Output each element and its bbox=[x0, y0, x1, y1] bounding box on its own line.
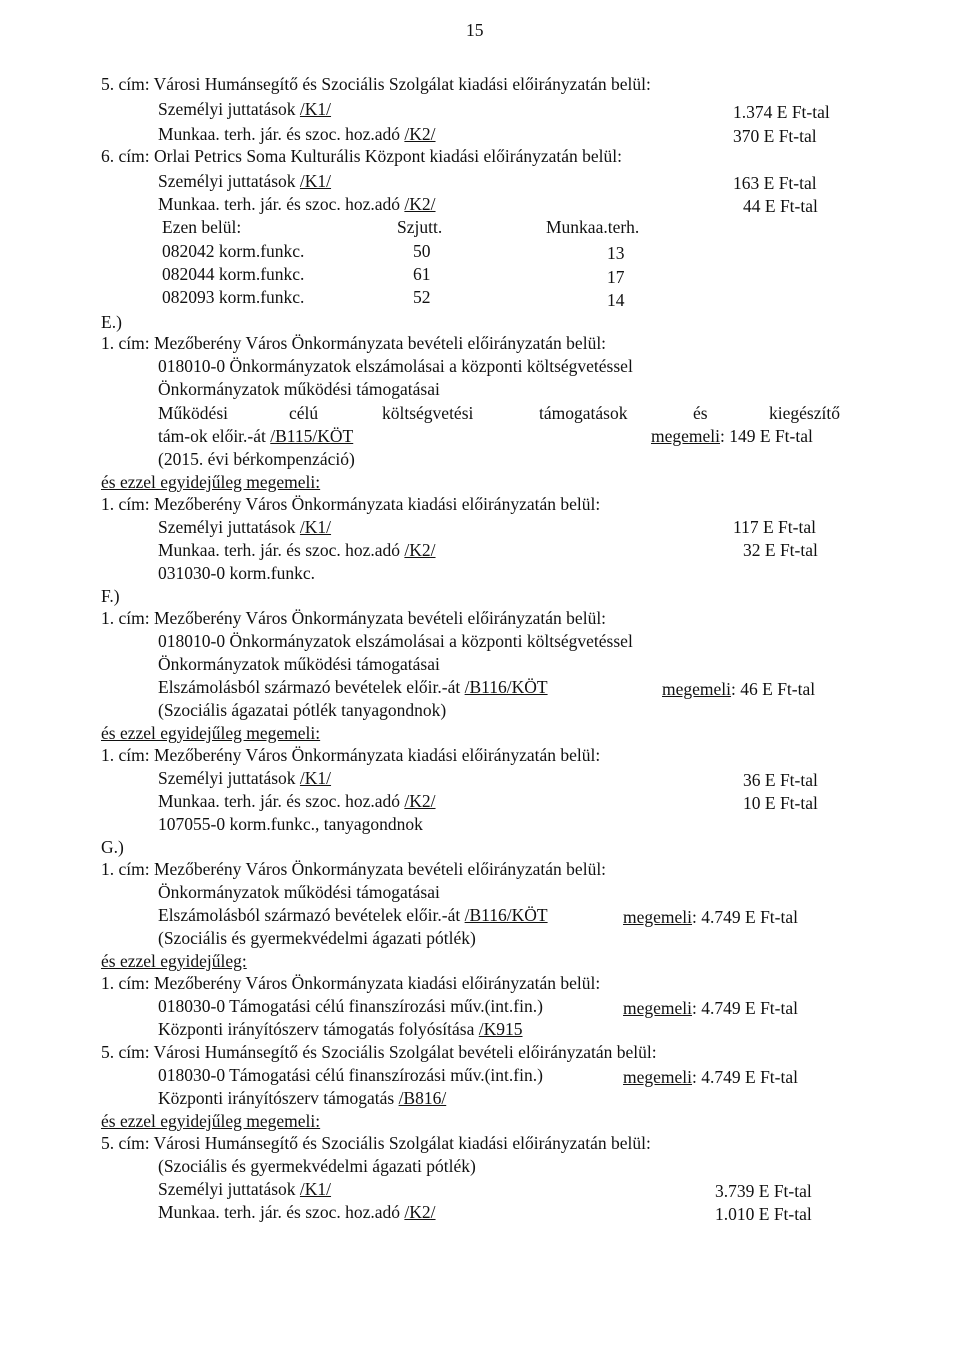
justified-word: támogatások bbox=[539, 403, 628, 423]
line-text: Személyi juttatások /K1/ bbox=[158, 1179, 332, 1199]
amount: 10 E Ft-tal bbox=[743, 793, 818, 813]
line-text: Önkormányzatok működési támogatásai bbox=[158, 654, 440, 674]
amount: 117 E Ft-tal bbox=[733, 517, 816, 537]
amount: megemeli: 149 E Ft-tal bbox=[651, 426, 813, 446]
line-text: 107055-0 korm.funkc., tanyagondnok bbox=[158, 814, 423, 834]
underlined-heading: és ezzel egyidejűleg megemeli: bbox=[101, 1111, 321, 1131]
line-text: Személyi juttatások /K1/ bbox=[158, 517, 332, 537]
line-text: Személyi juttatások /K1/ bbox=[158, 99, 332, 119]
underlined-heading: és ezzel egyidejűleg megemeli: bbox=[101, 472, 321, 492]
line-text: Munkaa. terh. jár. és szoc. hoz.adó /K2/ bbox=[158, 1202, 436, 1222]
amount: 1.374 E Ft-tal bbox=[733, 102, 830, 122]
line-text: Elszámolásból származó bevételek előir.-át /B116/KÖT bbox=[158, 677, 548, 697]
line-text: (Szociális ágazatai pótlék tanyagondnok) bbox=[158, 700, 447, 720]
table-cell: 61 bbox=[413, 264, 431, 284]
table-cell: 50 bbox=[413, 241, 431, 261]
line-text: Személyi juttatások /K1/ bbox=[158, 768, 332, 788]
line-text: 018010-0 Önkormányzatok elszámolásai a központi költségvetéssel bbox=[158, 631, 633, 651]
justified-word: költségvetési bbox=[382, 403, 474, 423]
title-line: 1. cím: Mezőberény Város Önkormányzata bevételi előirányzatán belül: bbox=[101, 608, 607, 628]
amount: 36 E Ft-tal bbox=[743, 770, 818, 790]
line-text: Munkaa. terh. jár. és szoc. hoz.adó /K2/ bbox=[158, 791, 436, 811]
amount: megemeli: 4.749 E Ft-tal bbox=[623, 1067, 798, 1087]
line-text: Munkaa. terh. jár. és szoc. hoz.adó /K2/ bbox=[158, 194, 436, 214]
line-text: 018030-0 Támogatási célú finanszírozási műv.(int.fin.) bbox=[158, 1065, 543, 1085]
table-cell: 14 bbox=[607, 290, 625, 310]
line-text: tám-ok előir.-át /B115/KÖT bbox=[158, 426, 354, 446]
table-row-code: 082093 korm.funkc. bbox=[162, 287, 305, 307]
justified-word: és bbox=[693, 403, 708, 423]
title-line: 1. cím: Mezőberény Város Önkormányzata kiadási előirányzatán belül: bbox=[101, 973, 601, 993]
underlined-heading: és ezzel egyidejűleg megemeli: bbox=[101, 723, 321, 743]
title-line: 5. cím: Városi Humánsegítő és Szociális Szolgálat kiadási előirányzatán belül: bbox=[101, 74, 651, 94]
title-line: 1. cím: Mezőberény Város Önkormányzata kiadási előirányzatán belül: bbox=[101, 745, 601, 765]
title-line: 5. cím: Városi Humánsegítő és Szociális Szolgálat bevételi előirányzatán belül: bbox=[101, 1042, 657, 1062]
title-line: 1. cím: Mezőberény Város Önkormányzata bevételi előirányzatán belül: bbox=[101, 859, 607, 879]
line-text: Személyi juttatások /K1/ bbox=[158, 171, 332, 191]
line-text: 031030-0 korm.funkc. bbox=[158, 563, 315, 583]
line-text: Elszámolásból származó bevételek előir.-át /B116/KÖT bbox=[158, 905, 548, 925]
amount: megemeli: 4.749 E Ft-tal bbox=[623, 998, 798, 1018]
line-text: Önkormányzatok működési támogatásai bbox=[158, 379, 440, 399]
title-line: 1. cím: Mezőberény Város Önkormányzata bevételi előirányzatán belül: bbox=[101, 333, 607, 353]
table-row-code: 082044 korm.funkc. bbox=[162, 264, 305, 284]
amount: 3.739 E Ft-tal bbox=[715, 1181, 812, 1201]
table-cell: 52 bbox=[413, 287, 431, 307]
table-row-code: 082042 korm.funkc. bbox=[162, 241, 305, 261]
line-text: Munkaa. terh. jár. és szoc. hoz.adó /K2/ bbox=[158, 540, 436, 560]
title-line: 5. cím: Városi Humánsegítő és Szociális Szolgálat kiadási előirányzatán belül: bbox=[101, 1133, 651, 1153]
line-text: Munkaa. terh. jár. és szoc. hoz.adó /K2/ bbox=[158, 124, 436, 144]
amount: megemeli: 4.749 E Ft-tal bbox=[623, 907, 798, 927]
title-line: 1. cím: Mezőberény Város Önkormányzata kiadási előirányzatán belül: bbox=[101, 494, 601, 514]
table-cell: 17 bbox=[607, 267, 625, 287]
line-text: (Szociális és gyermekvédelmi ágazati pótlék) bbox=[158, 928, 476, 948]
justified-word: Működési bbox=[158, 403, 228, 423]
amount: 163 E Ft-tal bbox=[733, 173, 817, 193]
line-text: 018030-0 Támogatási célú finanszírozási műv.(int.fin.) bbox=[158, 996, 543, 1016]
line-text: Központi irányítószerv támogatás /B816/ bbox=[158, 1088, 447, 1108]
amount: 370 E Ft-tal bbox=[733, 126, 817, 146]
justified-word: célú bbox=[289, 403, 319, 423]
line-text: Központi irányítószerv támogatás folyósítása /K915 bbox=[158, 1019, 523, 1039]
table-head-col: Szjutt. bbox=[397, 217, 443, 237]
line-text: 018010-0 Önkormányzatok elszámolásai a központi költségvetéssel bbox=[158, 356, 633, 376]
title-line: 6. cím: Orlai Petrics Soma Kulturális Központ kiadási előirányzatán belül: bbox=[101, 146, 622, 166]
underlined-heading: és ezzel egyidejűleg: bbox=[101, 951, 247, 971]
amount: 44 E Ft-tal bbox=[743, 196, 818, 216]
table-head-label: Ezen belül: bbox=[162, 217, 242, 237]
line-text: (2015. évi bérkompenzáció) bbox=[158, 449, 355, 469]
table-head-col: Munkaa.terh. bbox=[546, 217, 640, 237]
section-label: E.) bbox=[101, 312, 122, 332]
page-number: 15 bbox=[466, 20, 484, 40]
amount: 32 E Ft-tal bbox=[743, 540, 818, 560]
justified-word: kiegészítő bbox=[769, 403, 840, 423]
line-text: Önkormányzatok működési támogatásai bbox=[158, 882, 440, 902]
section-label: F.) bbox=[101, 586, 120, 606]
amount: megemeli: 46 E Ft-tal bbox=[662, 679, 816, 699]
amount: 1.010 E Ft-tal bbox=[715, 1204, 812, 1224]
section-label: G.) bbox=[101, 837, 124, 857]
table-cell: 13 bbox=[607, 243, 625, 263]
line-text: (Szociális és gyermekvédelmi ágazati pótlék) bbox=[158, 1156, 476, 1176]
